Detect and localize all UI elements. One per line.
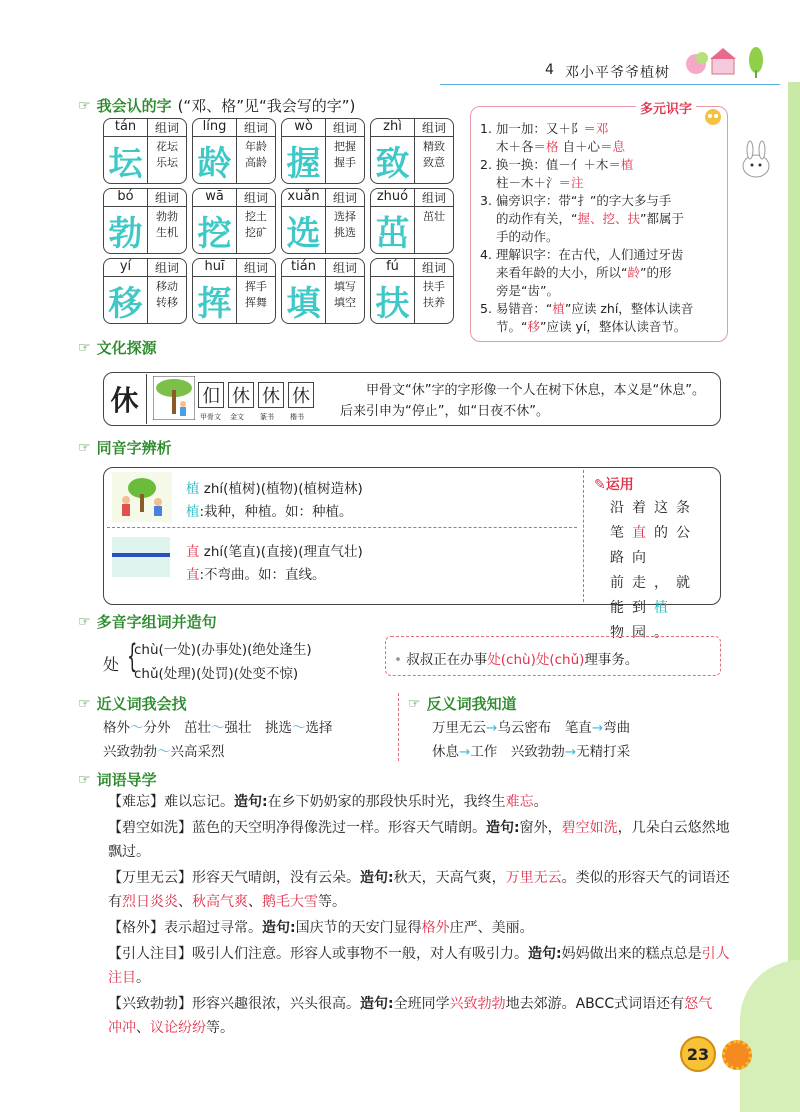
- char-card: [192, 118, 276, 184]
- planting-illustration: [112, 472, 172, 522]
- usage-text: 沿着这条 笔直的公路向 前走，就能到植 物园。: [610, 500, 698, 641]
- dy-line: 木＋各＝格 自＋心＝息: [496, 139, 626, 154]
- dy-line: 3. 偏旁识字：带“扌”的字大多与手: [480, 193, 672, 208]
- section-title: 反义词我知道: [426, 695, 517, 713]
- lesson-title: 邓小平爷爷植树: [565, 65, 670, 81]
- word-list: 精致 致意: [423, 140, 445, 169]
- pinyin: yí: [104, 259, 148, 277]
- homophone-line: 直 zhí(笔直)(直接)(理直气壮): [186, 544, 363, 560]
- character: 挥: [193, 277, 237, 323]
- pinyin: tán: [104, 119, 148, 137]
- pinyin: bó: [104, 189, 148, 207]
- word-list: 把握 握手: [334, 140, 356, 169]
- pointing-hand-icon: ☞: [78, 695, 91, 712]
- dy-line: 手的动作。: [496, 229, 559, 244]
- polyphone-sentence: • 叔叔正在办事处(chù)处(chǔ)理事务。: [394, 652, 639, 668]
- dy-line: 来看年龄的大小，所以“龄”的形: [496, 265, 672, 280]
- side-green-bar: [788, 82, 800, 1112]
- polyphone-line: chǔ(处理)(处罚)(处变不惊): [134, 666, 299, 682]
- zuci-label: 组词: [148, 119, 186, 137]
- page-number: 23: [680, 1036, 716, 1072]
- character: 扶: [371, 277, 415, 323]
- dashed-divider: [398, 693, 399, 761]
- lesson-number: 4: [545, 62, 554, 78]
- dy-line: 的动作有关，“握、挖、扶”都属于: [496, 211, 684, 226]
- culture-text: 甲骨文“休”字的字形像一个人在树下休息，本义是“休息”。后来引申为“停止”，如“日夜不休”。: [340, 383, 705, 419]
- char-card: [370, 118, 454, 184]
- char-card: [103, 188, 187, 254]
- character: 选: [282, 207, 326, 253]
- section-homophone: [78, 437, 172, 458]
- homophone-line: 植 zhí(植树)(植物)(植树造林): [186, 481, 363, 497]
- character: 移: [104, 277, 148, 323]
- word-list: 扶手 扶养: [423, 280, 445, 309]
- polyphone-line: chù(一处)(办事处)(绝处逢生): [134, 642, 312, 658]
- vocab-entry: 【引人注目】吸引人们注意。形容人或事物不一般，对人有吸引力。造句:妈妈做出来的糕点总是引人注目。: [108, 946, 730, 986]
- character: 挖: [193, 207, 237, 253]
- dashed-divider: [107, 527, 577, 528]
- homophone-line: 直:不弯曲。如：直线。: [186, 567, 326, 583]
- char-card: [281, 118, 365, 184]
- vocab-entry: 【兴致勃勃】形容兴趣很浓，兴头很高。造句:全班同学兴致勃勃地去郊游。ABCC式词语还有怒气冲冲、议论纷纷等。: [108, 996, 713, 1036]
- pinyin: zhì: [371, 119, 415, 137]
- vocab-entry: 【格外】表示超过寻常。造句:国庆节的天安门显得格外庄严、美丽。: [108, 920, 534, 936]
- character: 致: [371, 137, 415, 183]
- word-list: 年龄 高龄: [245, 140, 267, 169]
- glyph-label: 金文: [230, 413, 244, 421]
- brace: {: [127, 637, 138, 675]
- antonym-line: 万里无云→乌云密布 笔直→弯曲: [432, 720, 631, 736]
- section-title: 同音字辨析: [96, 439, 172, 457]
- section-title: 多音字组词并造句: [96, 613, 217, 631]
- zuci-label: 组词: [237, 259, 275, 277]
- char-card: [192, 258, 276, 324]
- zuci-label: 组词: [415, 259, 453, 277]
- zuci-label: 组词: [326, 119, 364, 137]
- zuci-label: 组词: [326, 189, 364, 207]
- word-list: 花坛 乐坛: [156, 140, 178, 169]
- flower-icon: [722, 1040, 752, 1070]
- page-header: [440, 60, 780, 80]
- section-antonyms: [408, 693, 517, 714]
- glyph-label: 甲骨文: [200, 413, 221, 421]
- zuci-label: 组词: [326, 259, 364, 277]
- section-synonyms: [78, 693, 187, 714]
- section-polyphone: [78, 611, 217, 632]
- character: 勃: [104, 207, 148, 253]
- pinyin: tián: [282, 259, 326, 277]
- dy-line: 1. 加一加：又＋阝＝邓: [480, 121, 609, 136]
- zuci-label: 组词: [415, 119, 453, 137]
- pointing-hand-icon: ☞: [78, 339, 91, 356]
- word-list: 填写 填空: [334, 280, 356, 309]
- pointing-hand-icon: ☞: [408, 695, 421, 712]
- word-list: 挥手 挥舞: [245, 280, 267, 309]
- pointing-hand-icon: ☞: [78, 771, 91, 788]
- bunny-icon: [736, 140, 776, 180]
- pinyin: zhuó: [371, 189, 415, 207]
- pointing-hand-icon: ☞: [78, 97, 91, 114]
- section-title: 我会认的字: [96, 97, 172, 115]
- char-card: [281, 258, 365, 324]
- pointing-hand-icon: ☞: [78, 439, 91, 456]
- glyph-label: 楷书: [290, 413, 304, 421]
- character: 龄: [193, 137, 237, 183]
- dy-line: 旁是“齿”。: [496, 283, 559, 298]
- section-vocab-guide: [78, 769, 157, 790]
- char-card: [103, 118, 187, 184]
- dashed-divider: [583, 470, 584, 602]
- dy-line: 节。“移”应读 yí，整体认读音节。: [496, 319, 687, 334]
- pinyin: wā: [193, 189, 237, 207]
- section-culture: [78, 337, 157, 358]
- glyph-form: 休: [258, 382, 284, 408]
- char-card: [370, 258, 454, 324]
- header-rule: [440, 84, 780, 85]
- zuci-label: 组词: [237, 189, 275, 207]
- dy-line: 4. 理解识字：在古代，人们通过牙齿: [480, 247, 684, 262]
- zuci-label: 组词: [415, 189, 453, 207]
- char-card: [192, 188, 276, 254]
- pinyin: wò: [282, 119, 326, 137]
- character: 坛: [104, 137, 148, 183]
- usage-title: ✎运用: [594, 477, 634, 493]
- zuci-label: 组词: [148, 259, 186, 277]
- pointing-hand-icon: ☞: [78, 613, 91, 630]
- corner-green-shape: [740, 960, 800, 1112]
- vocab-entry: 【碧空如洗】蓝色的天空明净得像洗过一样。形容天气晴朗。造句:窗外，碧空如洗，几朵白云悠然地飘过。: [108, 820, 730, 860]
- tree-person-illustration: [153, 376, 195, 420]
- polyphone-char: 处: [103, 655, 120, 674]
- vocab-entry: 【难忘】难以忘记。造句:在乡下奶奶家的那段快乐时光，我终生难忘。: [108, 794, 548, 810]
- section-title: 文化探源: [96, 339, 157, 357]
- homophone-line: 植:栽种，种植。如：种植。: [186, 504, 353, 520]
- antonym-line: 休息→工作 兴致勃勃→无精打采: [432, 744, 631, 760]
- dy-line: 2. 换一换：值－亻＋木＝植: [480, 157, 634, 172]
- pinyin: xuǎn: [282, 189, 326, 207]
- glyph-form: 休: [288, 382, 314, 408]
- char-card: [103, 258, 187, 324]
- section-title: 近义词我会找: [96, 695, 187, 713]
- section-recognize-chars: [78, 95, 355, 116]
- glyph-form: 㐰: [198, 382, 224, 408]
- character: 填: [282, 277, 326, 323]
- char-card: [281, 188, 365, 254]
- word-list: 勃勃 生机: [156, 210, 178, 239]
- word-list: 移动 转移: [156, 280, 178, 309]
- character: 茁: [371, 207, 415, 253]
- pinyin: fú: [371, 259, 415, 277]
- zuci-label: 组词: [148, 189, 186, 207]
- pencil-icon: ✎: [594, 477, 606, 493]
- multi-literacy-tag: 多元识字: [636, 98, 696, 117]
- word-list: 茁壮: [423, 210, 445, 223]
- word-list: 挖土 挖矿: [245, 210, 267, 239]
- pinyin: huī: [193, 259, 237, 277]
- xiu-character: 休: [103, 374, 147, 424]
- word-list: 选择 挑选: [334, 210, 356, 239]
- pinyin: líng: [193, 119, 237, 137]
- dy-line: 柱－木＋氵＝注: [496, 175, 584, 190]
- section-title: 词语导学: [96, 771, 157, 789]
- straight-line-illustration: [112, 537, 170, 577]
- synonym-line: 兴致勃勃～兴高采烈: [103, 744, 225, 760]
- house-tree-icon: [682, 44, 772, 82]
- char-card: [370, 188, 454, 254]
- glyph-label: 篆书: [260, 413, 274, 421]
- dy-line: 5. 易错音：“植”应读 zhí，整体认读音: [480, 301, 694, 316]
- zuci-label: 组词: [237, 119, 275, 137]
- character: 握: [282, 137, 326, 183]
- section-subtitle: (“邓、格”见“我会写的字”): [177, 97, 356, 115]
- vocab-entry: 【万里无云】形容天气晴朗，没有云朵。造句:秋天，天高气爽，万里无云。类似的形容天气的词语还有烈日炎炎、秋高气爽、鹅毛大雪等。: [108, 870, 730, 910]
- glyph-form: 休: [228, 382, 254, 408]
- synonym-line: 格外～分外 茁壮～强壮 挑选～选择: [103, 720, 333, 736]
